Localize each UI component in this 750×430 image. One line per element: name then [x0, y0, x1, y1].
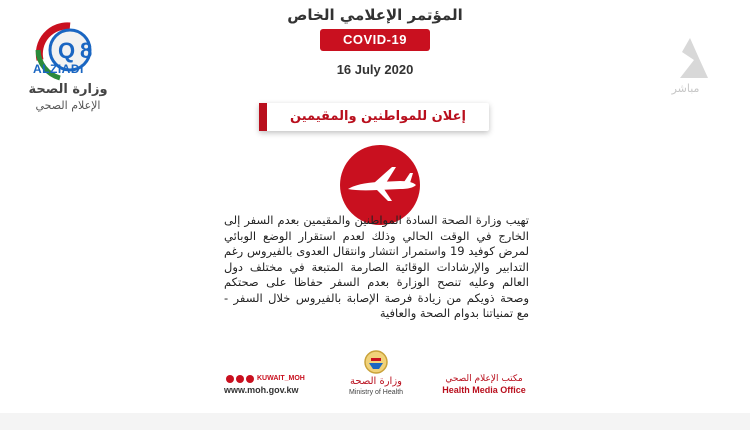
live-label: مباشر	[671, 82, 700, 95]
bottom-bar	[0, 413, 750, 430]
health-media-label: الإعلام الصحي	[35, 99, 101, 112]
covid-badge: COVID-19	[320, 29, 430, 51]
conference-title: المؤتمر الإعلامي الخاص	[287, 6, 463, 24]
social-handle: KUWAIT_MOH	[257, 375, 305, 382]
footer-office-en: Health Media Office	[442, 385, 526, 395]
ministry-name-ar: وزارة الصحة	[28, 82, 108, 97]
footer-office-ar: مكتب الإعلام الصحي	[445, 374, 523, 384]
footer-ministry-ar: وزارة الصحة	[350, 376, 402, 387]
svg-text:Q: Q	[58, 38, 76, 63]
announcement-banner	[259, 103, 489, 131]
website-url[interactable]: www.moh.gov.kw	[224, 385, 299, 395]
footer-ministry-en: Ministry of Health	[348, 389, 404, 396]
alziadi-watermark: ALZIADI	[33, 62, 84, 76]
kuwait-emblem-icon	[359, 349, 393, 377]
svg-text:8: 8	[80, 38, 93, 63]
date-label: 16 July 2020	[336, 62, 414, 77]
banner-accent	[259, 103, 267, 131]
announcement-body: تهيب وزارة الصحة السادة المواطنين والمقيمين بعدم السفر إلى الخارج في الوقت الحالي وذلك لعدم استقرار الوضع الوبائي لمرض كوفيد 19 واستمرار انتشار وانتقال العدوى بالفيروس رغم التدابير والإرشادات الوقائية الصارمة المتبعة في مختلف دول العالم وعليه تنصح الوزارة بعدم السفر حفاظا على صحتكم وصحة ذويكم من زيادة فرصة الإصابة بالفيروس خلال السفر - مع تمنياتنا بدوام الصحة والعافية	[224, 213, 529, 320]
announcement-title: إعلان للمواطنين والمقيمين	[290, 109, 466, 124]
